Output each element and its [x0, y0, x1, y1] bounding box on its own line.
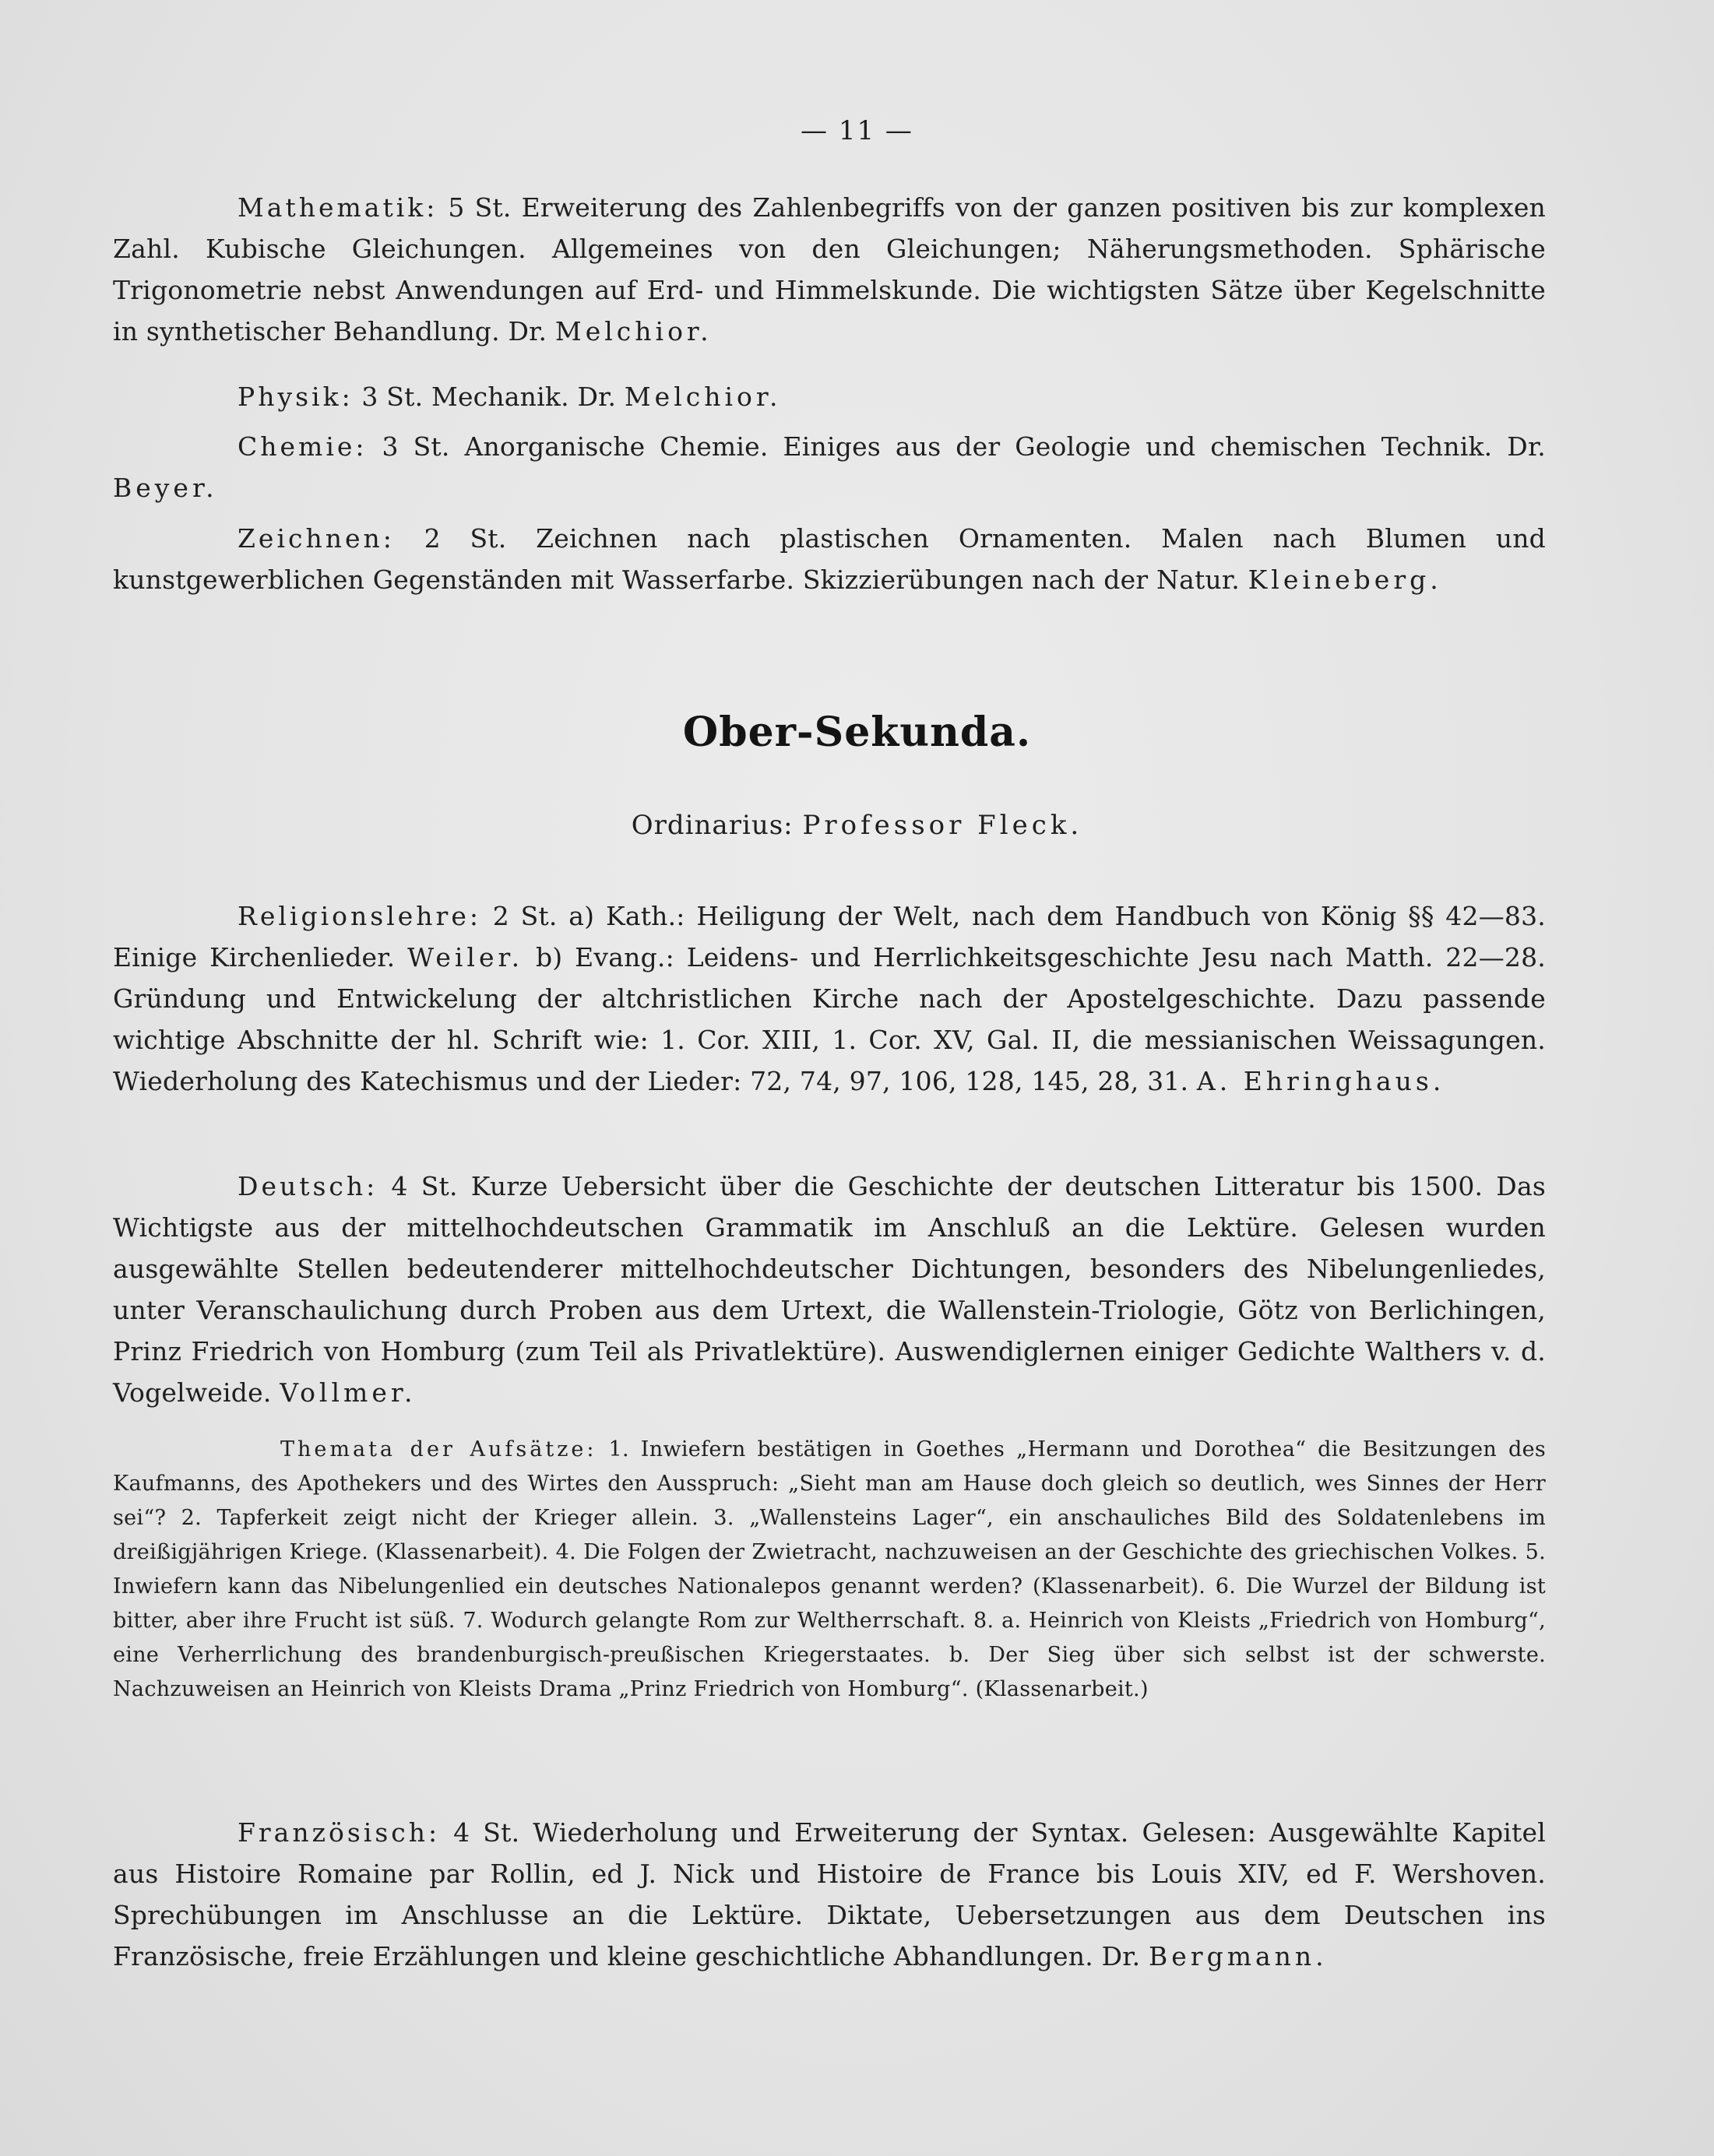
ordinarius-name: Professor Fleck. — [802, 810, 1083, 841]
themata-text: 1. Inwiefern bestätigen in Goethes „Hermann und Dorothea“ die Besitzungen des Kaufmanns, des Apothekers und des Wirtes den Ausspruch: „Sieht man am Hause doch gleich so deutlich, wes Sinnes der Herr sei“? 2. Tapferkeit zeigt nicht der Krieger allein. 3. „Wallensteins Lager“, ein anschauliches Bild des Soldatenlebens im dreißigjährigen Kriege. (Klassenarbeit). 4. Die Folgen der Zwietracht, nachzuweisen an der Geschichte des griechischen Volkes. 5. Inwiefern kann das Nibelungenlied ein deutsches Nationalepos genannt werden? (Klassenarbeit). 6. Die Wurzel der Bildung ist bitter, aber ihre Frucht ist süß. 7. Wodurch gelangte Rom zur Weltherrschaft. 8. a. Heinrich von Kleists „Friedrich von Homburg“, eine Verherrlichung des brandenburgisch-preußischen Kriegerstaates. b. Der Sieg über sich selbst ist der schwerste. Nachzuweisen an Heinrich von Kleists Drama „Prinz Friedrich von Homburg“. (Klassenarbeit.) — [113, 1437, 1547, 1701]
page-number: — 11 — — [801, 115, 913, 146]
section-franzoesisch — [113, 1812, 1546, 1977]
franzoesisch-paragraph — [113, 1812, 1546, 1977]
section-heading: Ober-Sekunda. — [682, 709, 1032, 756]
religion-text-a: 2 St. a) Kath.: Heiligung der Welt, nach dem Handbuch von König §§ 42—83. Einige Kirchenlieder. — [113, 901, 1546, 972]
ordinarius-line — [0, 810, 1714, 841]
zeichnen-teacher: Kleineberg. — [1248, 564, 1442, 595]
religion-text-b: b) Evang.: Leidens- und Herrlichkeitsgeschichte Jesu nach Matth. 22—28. Gründung und Entwickelung der altchristlichen Kirche nach der Apostelgeschichte. Dazu passende wichtige Abschnitte der hl. Schrift wie: 1. Cor. XIII, 1. Cor. XV, Gal. II, die messianischen Weissagungen. Wiederholung des Katechismus und der Lieder: 72, 74, 97, 106, 128, 145, 28, 31. — [113, 942, 1546, 1096]
themata-label: Themata der Aufsätze: — [280, 1437, 597, 1461]
section-mathematik — [113, 187, 1546, 352]
chemie-subject: Chemie: — [238, 431, 368, 462]
themata-paragraph — [113, 1433, 1546, 1707]
section-zeichnen — [113, 518, 1546, 600]
zeichnen-paragraph — [113, 518, 1546, 600]
deutsch-paragraph — [113, 1166, 1546, 1413]
physik-teacher: Melchior. — [624, 382, 782, 412]
section-themata — [113, 1433, 1546, 1707]
mathematik-teacher: Melchior. — [554, 316, 713, 346]
franzoesisch-text: 4 St. Wiederholung und Erweiterung der Syntax. Gelesen: Ausgewählte Kapitel aus Histoire Romaine par Rollin, ed J. Nick und Histoire de France bis Louis XIV, ed F. Wershoven. Sprechübungen im Anschlusse an die Lektüre. Diktate, Uebersetzungen aus dem Deutschen ins Französische, freie Erzählungen und kleine geschichtliche Abhandlungen. Dr. — [113, 1817, 1546, 1971]
chemie-text: 3 St. Anorganische Chemie. Einiges aus der Geologie und chemischen Technik. Dr. — [382, 431, 1546, 462]
franzoesisch-teacher: Bergmann. — [1149, 1941, 1328, 1971]
chemie-teacher: Beyer. — [113, 473, 218, 503]
physik-text: 3 St. Mechanik. Dr. — [361, 382, 617, 412]
religion-paragraph — [113, 895, 1546, 1102]
section-chemie — [113, 426, 1546, 508]
religion-teacher-b: A. Ehringhaus. — [1196, 1066, 1445, 1096]
zeichnen-text: 2 St. Zeichnen nach plastischen Ornamenten. Malen nach Blumen und kunstgewerblichen Gegenständen mit Wasserfarbe. Skizzierübungen nach der Natur. — [113, 523, 1546, 595]
section-deutsch — [113, 1166, 1546, 1413]
zeichnen-subject: Zeichnen: — [238, 523, 395, 554]
section-religion — [113, 895, 1546, 1102]
mathematik-subject: Mathematik: — [238, 192, 438, 223]
physik-subject: Physik: — [238, 382, 354, 412]
chemie-paragraph — [113, 426, 1546, 508]
mathematik-paragraph — [113, 187, 1546, 352]
deutsch-teacher: Vollmer. — [280, 1377, 417, 1408]
religion-subject: Religionslehre: — [238, 901, 481, 931]
section-physik — [113, 376, 1546, 417]
deutsch-text: 4 St. Kurze Uebersicht über die Geschichte der deutschen Litteratur bis 1500. Das Wichtigste aus der mittelhochdeutschen Grammatik im Anschluß an die Lektüre. Gelesen wurden ausgewählte Stellen bedeutenderer mittelhochdeutscher Dichtungen, besonders des Nibelungenliedes, unter Veranschaulichung durch Proben aus dem Urtext, die Wallenstein-Triologie, Götz von Berlichingen, Prinz Friedrich von Homburg (zum Teil als Privatlektüre). Auswendiglernen einiger Gedichte Walthers v. d. Vogelweide. — [113, 1171, 1546, 1408]
religion-teacher-a: Weiler. — [407, 942, 524, 972]
ordinarius-label: Ordinarius: — [631, 810, 794, 841]
physik-paragraph — [113, 376, 1546, 417]
deutsch-subject: Deutsch: — [238, 1171, 378, 1201]
franzoesisch-subject: Französisch: — [238, 1817, 441, 1848]
mathematik-text: 5 St. Erweiterung des Zahlenbegriffs von der ganzen positiven bis zur komplexen Zahl. Kubische Gleichungen. Allgemeines von den Gleichungen; Näherungsmethoden. Sphärische Trigonometrie nebst Anwendungen auf Erd- und Himmelskunde. Die wichtigsten Sätze über Kegelschnitte in synthetischer Behandlung. Dr. — [113, 192, 1546, 346]
